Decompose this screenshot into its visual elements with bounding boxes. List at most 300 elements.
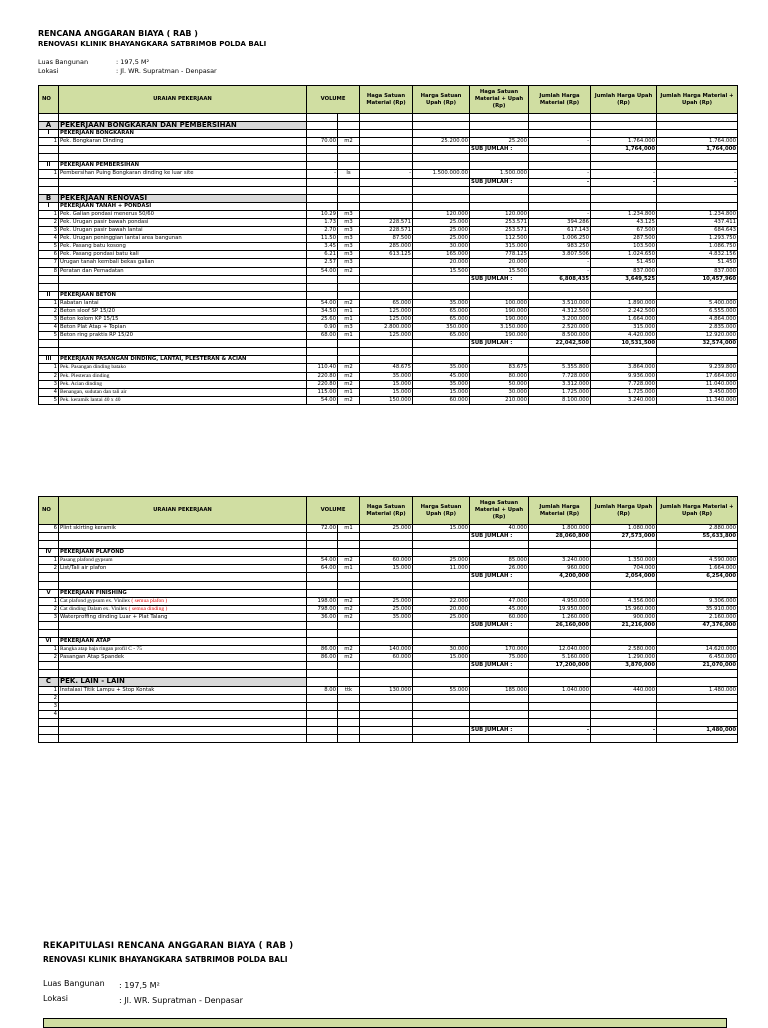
item-jumlah-material: 960.000 — [529, 565, 591, 573]
item-jumlah-upah: 3.240.000 — [591, 396, 657, 404]
item-jumlah-total: 1.764.000 — [657, 138, 738, 146]
empty-cell — [59, 533, 307, 541]
empty-cell — [529, 130, 591, 138]
item-no: 3 — [39, 227, 59, 235]
item-jumlah-material — [529, 694, 591, 702]
item-harga-upah: 35.000 — [413, 364, 470, 372]
empty-cell — [59, 340, 307, 348]
empty-cell — [39, 146, 59, 154]
item-volume: 25.60 — [307, 315, 338, 323]
rab-table-2 — [38, 496, 738, 743]
empty-cell — [360, 533, 413, 541]
item-jumlah-total: 9.239.800 — [657, 364, 738, 372]
item-jumlah-upah: 2.580.000 — [591, 646, 657, 654]
item-harga-material-upah: 75.000 — [470, 654, 529, 662]
empty-cell — [307, 114, 338, 122]
empty-cell — [657, 589, 738, 597]
item-description-text: Pek. Pasang batu kosong — [60, 243, 126, 250]
empty-cell — [413, 734, 470, 742]
empty-cell — [529, 630, 591, 638]
subtotal-row — [39, 621, 738, 629]
item-description — [59, 613, 307, 621]
item-harga-upah: 22.000 — [413, 597, 470, 605]
empty-cell — [360, 678, 413, 686]
empty-cell — [360, 638, 413, 646]
empty-cell — [338, 283, 360, 291]
item-jumlah-material: 1.725.000 — [529, 388, 591, 396]
group-row — [39, 589, 738, 597]
empty-cell — [360, 734, 413, 742]
item-description — [59, 235, 307, 243]
item-harga-material-upah: 1.500.000 — [470, 170, 529, 178]
item-harga-material: 140.000 — [360, 646, 413, 654]
item-jumlah-upah — [591, 710, 657, 718]
empty-cell — [529, 678, 591, 686]
blank-row — [39, 348, 738, 356]
item-harga-material: - — [360, 170, 413, 178]
item-no: 2 — [39, 372, 59, 380]
empty-cell — [529, 154, 591, 162]
empty-cell — [338, 202, 360, 210]
section-title: PEK. LAIN - LAIN — [59, 678, 307, 686]
item-harga-upah: 25.000 — [413, 227, 470, 235]
item-description — [59, 646, 307, 654]
item-harga-material-upah: 85.000 — [470, 557, 529, 565]
item-row — [39, 259, 738, 267]
empty-cell — [307, 621, 338, 629]
item-no: 1 — [39, 170, 59, 178]
item-description-text: Waterproffing dinding Luar + Plat Talang — [60, 613, 168, 620]
item-jumlah-total: 2.160.000 — [657, 613, 738, 621]
empty-cell — [307, 734, 338, 742]
item-volume: 10.29 — [307, 210, 338, 218]
empty-cell — [59, 348, 307, 356]
item-harga-upah: 20.000 — [413, 259, 470, 267]
group-row — [39, 162, 738, 170]
subtotal-row — [39, 573, 738, 581]
item-harga-material — [360, 210, 413, 218]
item-row — [39, 605, 738, 613]
subtotal-total: 1,480,000 — [657, 726, 738, 734]
empty-cell — [470, 356, 529, 364]
group-title: PEKERJAAN PEMBERSIHAN — [59, 162, 307, 170]
rab-table-1 — [38, 85, 738, 405]
item-row — [39, 315, 738, 323]
item-description — [59, 307, 307, 315]
item-harga-material — [360, 694, 413, 702]
section-row — [39, 194, 738, 202]
empty-cell — [470, 734, 529, 742]
empty-cell — [59, 662, 307, 670]
item-harga-material-upah: 253.571 — [470, 227, 529, 235]
subtotal-material: 17,200,000 — [529, 662, 591, 670]
item-jumlah-material: 19.950.000 — [529, 605, 591, 613]
item-unit: m2 — [338, 646, 360, 654]
item-harga-material-upah: 80.000 — [470, 372, 529, 380]
subtotal-upah: 27,573,000 — [591, 533, 657, 541]
empty-cell — [59, 621, 307, 629]
empty-cell — [657, 114, 738, 122]
item-row — [39, 654, 738, 662]
item-row — [39, 235, 738, 243]
item-harga-upah: 25.000 — [413, 218, 470, 226]
empty-cell — [338, 130, 360, 138]
empty-cell — [470, 291, 529, 299]
item-jumlah-material: 3.240.000 — [529, 557, 591, 565]
item-harga-material-upah: 253.571 — [470, 218, 529, 226]
empty-cell — [529, 638, 591, 646]
item-unit: m2 — [338, 299, 360, 307]
item-unit: ttk — [338, 686, 360, 694]
item-unit: m2 — [338, 597, 360, 605]
item-description — [59, 702, 307, 710]
empty-cell — [307, 291, 338, 299]
empty-cell — [657, 348, 738, 356]
item-volume: 2.70 — [307, 227, 338, 235]
item-harga-material-upah: 47.000 — [470, 597, 529, 605]
empty-cell — [59, 630, 307, 638]
blank-row — [39, 541, 738, 549]
empty-cell — [529, 348, 591, 356]
empty-cell — [470, 630, 529, 638]
item-volume: 11.50 — [307, 235, 338, 243]
empty-cell — [529, 734, 591, 742]
item-harga-material: 35.000 — [360, 613, 413, 621]
empty-cell — [39, 348, 59, 356]
item-harga-upah: 25.200.00 — [413, 138, 470, 146]
item-jumlah-total: 1.664.000 — [657, 565, 738, 573]
item-row — [39, 525, 738, 533]
item-description-text: Pek. Bongkaran Dinding — [60, 138, 124, 145]
group-title: PEKERJAAN ATAP — [59, 638, 307, 646]
item-jumlah-total: 12.920.000 — [657, 332, 738, 340]
luas-value: : 197,5 M² — [116, 58, 150, 66]
subtotal-row — [39, 275, 738, 283]
item-harga-material-upah: 83.675 — [470, 364, 529, 372]
item-row — [39, 332, 738, 340]
item-description-text: Beton sloof SP 15/20 — [60, 307, 116, 314]
item-jumlah-upah: 1.024.650 — [591, 251, 657, 259]
empty-cell — [657, 356, 738, 364]
empty-cell — [39, 275, 59, 283]
empty-cell — [591, 638, 657, 646]
empty-cell — [591, 202, 657, 210]
empty-cell — [529, 186, 591, 194]
group-title: PEKERJAAN PLAFOND — [59, 549, 307, 557]
col-no: NO — [39, 497, 59, 525]
empty-cell — [338, 154, 360, 162]
item-harga-upah: 15.000 — [413, 654, 470, 662]
item-volume: 54.00 — [307, 396, 338, 404]
empty-cell — [338, 638, 360, 646]
item-jumlah-material: 2.520.000 — [529, 324, 591, 332]
document-title: RENCANA ANGGARAN BIAYA ( RAB ) — [38, 29, 198, 38]
item-volume: 2.57 — [307, 259, 338, 267]
subtotal-total: 47,376,000 — [657, 621, 738, 629]
item-harga-material: 613.125 — [360, 251, 413, 259]
empty-cell — [307, 154, 338, 162]
empty-cell — [59, 114, 307, 122]
empty-cell — [413, 356, 470, 364]
item-unit — [338, 710, 360, 718]
item-harga-material: 25.000 — [360, 597, 413, 605]
item-row — [39, 710, 738, 718]
subtotal-label: SUB JUMLAH : — [470, 662, 529, 670]
subtotal-label: SUB JUMLAH : — [470, 533, 529, 541]
item-jumlah-material: - — [529, 138, 591, 146]
group-no: II — [39, 162, 59, 170]
subtotal-total: 1,764,000 — [657, 146, 738, 154]
empty-cell — [591, 348, 657, 356]
item-harga-material — [360, 138, 413, 146]
item-jumlah-upah: 43.125 — [591, 218, 657, 226]
empty-cell — [657, 581, 738, 589]
item-jumlah-upah: 4.356.000 — [591, 597, 657, 605]
item-unit: m3 — [338, 210, 360, 218]
empty-cell — [591, 589, 657, 597]
item-harga-material: 35.000 — [360, 372, 413, 380]
item-volume: 54.00 — [307, 299, 338, 307]
empty-cell — [338, 178, 360, 186]
item-row — [39, 380, 738, 388]
item-volume: 198.00 — [307, 597, 338, 605]
empty-cell — [413, 348, 470, 356]
empty-cell — [470, 283, 529, 291]
empty-cell — [470, 154, 529, 162]
item-volume: 36.00 — [307, 613, 338, 621]
empty-cell — [470, 122, 529, 130]
item-description — [59, 251, 307, 259]
item-harga-upah: 30.000 — [413, 243, 470, 251]
item-description — [59, 332, 307, 340]
item-harga-material: 125.000 — [360, 332, 413, 340]
empty-cell — [360, 122, 413, 130]
empty-cell — [360, 541, 413, 549]
item-volume: 64.00 — [307, 565, 338, 573]
col-uraian: URAIAN PEKERJAAN — [59, 86, 307, 114]
rekap-title: REKAPITULASI RENCANA ANGGARAN BIAYA ( RAB ) — [43, 941, 294, 951]
group-no: II — [39, 291, 59, 299]
item-description-text: Pek. keramik lantai 40 x 40 — [60, 396, 121, 403]
empty-cell — [657, 541, 738, 549]
item-harga-material-upah: 112.500 — [470, 235, 529, 243]
empty-cell — [307, 283, 338, 291]
item-jumlah-upah: 440.000 — [591, 686, 657, 694]
empty-cell — [413, 162, 470, 170]
empty-cell — [338, 630, 360, 638]
item-row — [39, 364, 738, 372]
item-no: 2 — [39, 605, 59, 613]
item-harga-material-upah: 50.000 — [470, 380, 529, 388]
empty-cell — [470, 718, 529, 726]
item-row — [39, 646, 738, 654]
empty-cell — [39, 178, 59, 186]
item-description — [59, 170, 307, 178]
item-jumlah-upah: 704.000 — [591, 565, 657, 573]
item-no: 5 — [39, 396, 59, 404]
empty-cell — [307, 348, 338, 356]
item-jumlah-upah: 1.725.000 — [591, 388, 657, 396]
item-description — [59, 605, 307, 613]
subtotal-row — [39, 662, 738, 670]
col-harga-material-upah: Haga Satuan Material + Upah (Rp) — [470, 497, 529, 525]
rekap-subtitle: RENOVASI KLINIK BHAYANGKARA SATBRIMOB POLDA BALI — [43, 955, 288, 964]
empty-cell — [39, 662, 59, 670]
section-no: A — [39, 122, 59, 130]
empty-cell — [413, 202, 470, 210]
item-jumlah-upah: 900.000 — [591, 613, 657, 621]
empty-cell — [307, 340, 338, 348]
empty-cell — [338, 589, 360, 597]
empty-cell — [529, 194, 591, 202]
empty-cell — [59, 275, 307, 283]
empty-cell — [307, 678, 338, 686]
empty-cell — [307, 122, 338, 130]
empty-cell — [338, 621, 360, 629]
item-jumlah-material: 4.950.000 — [529, 597, 591, 605]
section-row — [39, 122, 738, 130]
empty-cell — [591, 678, 657, 686]
empty-cell — [470, 130, 529, 138]
col-harga-upah: Harga Satuan Upah (Rp) — [413, 497, 470, 525]
item-description — [59, 324, 307, 332]
item-description-text: Pek. Plesteran dinding — [60, 372, 110, 379]
subtotal-total: 21,070,000 — [657, 662, 738, 670]
empty-cell — [360, 275, 413, 283]
item-description — [59, 710, 307, 718]
item-row — [39, 210, 738, 218]
item-harga-upah: 165.000 — [413, 251, 470, 259]
group-no: V — [39, 589, 59, 597]
item-jumlah-total: 4.864.000 — [657, 315, 738, 323]
empty-cell — [360, 291, 413, 299]
rekap-lokasi-label: Lokasi — [43, 994, 68, 1003]
item-jumlah-material: - — [529, 210, 591, 218]
subtotal-material: 22,042,500 — [529, 340, 591, 348]
empty-cell — [657, 670, 738, 678]
item-unit: m3 — [338, 218, 360, 226]
item-description — [59, 227, 307, 235]
empty-cell — [360, 178, 413, 186]
subtotal-upah: - — [591, 726, 657, 734]
item-unit: m3 — [338, 251, 360, 259]
col-harga-material: Haga Satuan Material (Rp) — [360, 497, 413, 525]
empty-cell — [338, 186, 360, 194]
item-volume: 3.45 — [307, 243, 338, 251]
empty-cell — [59, 581, 307, 589]
item-harga-material-upah: 20.000 — [470, 259, 529, 267]
empty-cell — [360, 718, 413, 726]
item-jumlah-material: 983.250 — [529, 243, 591, 251]
item-description — [59, 557, 307, 565]
empty-cell — [307, 162, 338, 170]
empty-cell — [591, 734, 657, 742]
empty-cell — [413, 726, 470, 734]
item-unit: m3 — [338, 235, 360, 243]
blank-row — [39, 186, 738, 194]
empty-cell — [360, 130, 413, 138]
empty-cell — [470, 114, 529, 122]
empty-cell — [39, 114, 59, 122]
item-harga-upah: 65.000 — [413, 332, 470, 340]
item-note: ( semua dinding ) — [128, 605, 168, 612]
subtotal-total: 32,574,000 — [657, 340, 738, 348]
subtotal-upah: - — [591, 178, 657, 186]
empty-cell — [338, 162, 360, 170]
item-description — [59, 597, 307, 605]
empty-cell — [59, 146, 307, 154]
col-jumlah-upah: Jumlah Harga Upah (Rp) — [591, 497, 657, 525]
empty-cell — [59, 573, 307, 581]
empty-cell — [413, 718, 470, 726]
empty-cell — [657, 638, 738, 646]
empty-cell — [657, 283, 738, 291]
empty-cell — [360, 726, 413, 734]
item-volume: 110.40 — [307, 364, 338, 372]
item-harga-material: 228.571 — [360, 227, 413, 235]
empty-cell — [338, 194, 360, 202]
empty-cell — [657, 291, 738, 299]
item-harga-upah: 25.000 — [413, 557, 470, 565]
item-volume: 0.90 — [307, 324, 338, 332]
empty-cell — [338, 291, 360, 299]
item-volume: 1.73 — [307, 218, 338, 226]
empty-cell — [307, 638, 338, 646]
empty-cell — [657, 630, 738, 638]
empty-cell — [338, 533, 360, 541]
empty-cell — [529, 581, 591, 589]
table-2-body — [39, 497, 738, 743]
item-jumlah-total: 9.306.000 — [657, 597, 738, 605]
empty-cell — [360, 162, 413, 170]
empty-cell — [413, 589, 470, 597]
item-harga-material: 2.800.000 — [360, 324, 413, 332]
empty-cell — [307, 186, 338, 194]
group-title: PEKERJAAN BETON — [59, 291, 307, 299]
empty-cell — [529, 549, 591, 557]
subtotal-row — [39, 146, 738, 154]
item-jumlah-material: 394.286 — [529, 218, 591, 226]
item-row — [39, 307, 738, 315]
subtotal-total: 6,254,000 — [657, 573, 738, 581]
col-harga-material-upah: Haga Satuan Material + Upah (Rp) — [470, 86, 529, 114]
group-title: PEKERJAAN PASANGAN DINDING, LANTAI, PLESTERAN & ACIAN — [59, 356, 307, 364]
empty-cell — [657, 678, 738, 686]
item-row — [39, 557, 738, 565]
item-harga-upah: 15.500 — [413, 267, 470, 275]
group-title: PEKERJAAN TANAH + PONDASI — [59, 202, 307, 210]
item-jumlah-upah: - — [591, 170, 657, 178]
empty-cell — [338, 356, 360, 364]
subtotal-label: SUB JUMLAH : — [470, 340, 529, 348]
item-jumlah-material: 7.728.000 — [529, 372, 591, 380]
item-harga-upah: 11.000 — [413, 565, 470, 573]
empty-cell — [413, 283, 470, 291]
empty-cell — [591, 283, 657, 291]
empty-cell — [39, 340, 59, 348]
empty-cell — [657, 734, 738, 742]
item-volume: 6.21 — [307, 251, 338, 259]
empty-cell — [413, 533, 470, 541]
item-harga-material: 15.000 — [360, 388, 413, 396]
item-volume: 115.00 — [307, 388, 338, 396]
item-harga-material-upah: 190.000 — [470, 332, 529, 340]
item-harga-material-upah: 15.500 — [470, 267, 529, 275]
item-harga-upah: 35.000 — [413, 380, 470, 388]
item-jumlah-material: 1.800.000 — [529, 525, 591, 533]
item-description-text: Instalasi Titik Lampu + Stop Kontak — [60, 686, 155, 693]
item-harga-material: 130.000 — [360, 686, 413, 694]
